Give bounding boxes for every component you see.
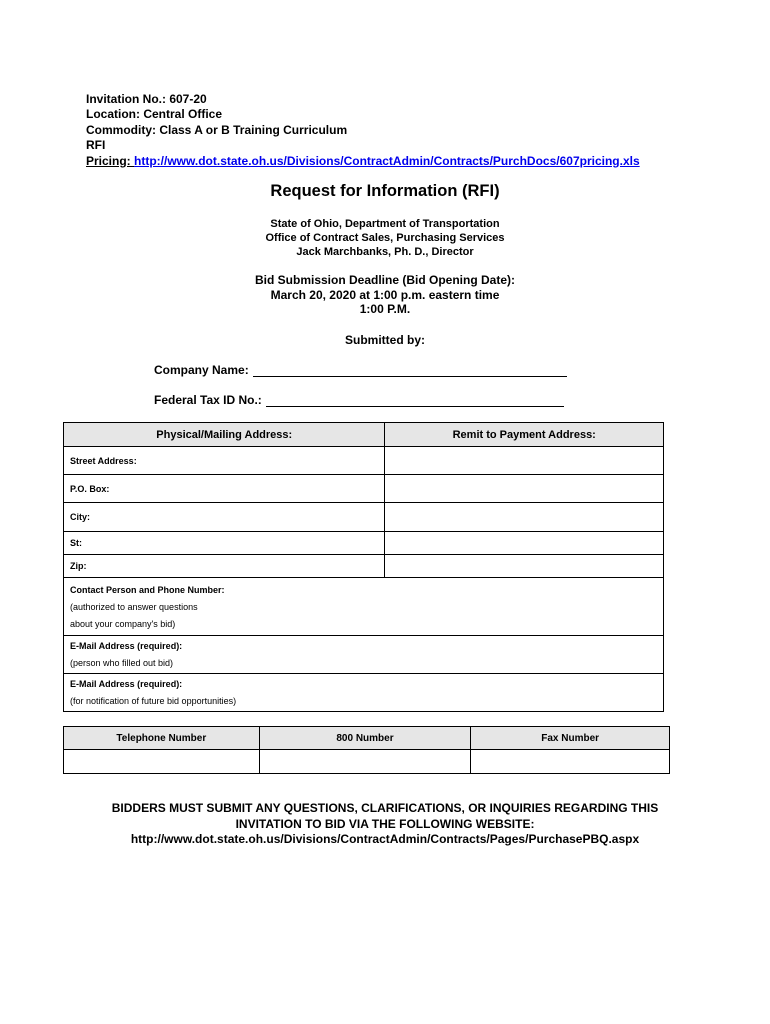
email-notification-cell[interactable]: [64, 674, 664, 712]
street-address-label: Street Address:: [64, 447, 385, 475]
telephone-number-cell[interactable]: [64, 750, 260, 774]
deadline-line-3: 1:00 P.M.: [359, 302, 411, 317]
street-address-cell[interactable]: [385, 447, 664, 475]
city-label: City:: [64, 503, 385, 532]
company-name-field: [154, 363, 567, 377]
invitation-number: Invitation No.: 607-20: [86, 92, 207, 106]
org-line-2: Office of Contract Sales, Purchasing Services: [265, 231, 505, 244]
city-cell[interactable]: [385, 503, 664, 532]
org-line-1: State of Ohio, Department of Transportation: [270, 218, 500, 230]
pricing-link[interactable]: http://www.dot.state.oh.us/Divisions/ContractAdmin/Contracts/PurchDocs/607pricing.xls: [134, 153, 640, 168]
phone-table: [63, 726, 670, 774]
address-table: [63, 422, 664, 712]
email-required-label: E-Mail Address (required):: [70, 640, 183, 651]
state-label: St:: [64, 532, 385, 555]
deadline-block: [0, 273, 770, 317]
commodity: Commodity: Class A or B Training Curriculum: [86, 122, 348, 137]
company-name-label: Company Name:: [154, 363, 249, 377]
company-name-line[interactable]: [253, 364, 567, 377]
footer-line-1: BIDDERS MUST SUBMIT ANY QUESTIONS, CLARIFICATIONS, OR INQUIRIES REGARDING THIS: [111, 801, 659, 815]
remit-address-header: Remit to Payment Address:: [385, 423, 664, 447]
fax-number-cell[interactable]: [471, 750, 670, 774]
fax-number-header: Fax Number: [471, 727, 670, 750]
po-box-label: P.O. Box:: [64, 475, 385, 503]
contact-person-label: Contact Person and Phone Number:: [70, 585, 225, 595]
submitted-by-label: Submitted by:: [345, 333, 425, 347]
org-line-3: Jack Marchbanks, Ph. D., Director: [296, 245, 474, 258]
pricing-label: Pricing:: [86, 153, 135, 168]
800-number-header: 800 Number: [259, 727, 471, 750]
pricing-line: [86, 154, 640, 169]
telephone-number-header: Telephone Number: [64, 727, 260, 750]
organization-block: [0, 218, 770, 259]
footer-line-2: INVITATION TO BID VIA THE FOLLOWING WEBSITE:: [235, 816, 535, 831]
800-number-cell[interactable]: [259, 750, 471, 774]
footer-url: http://www.dot.state.oh.us/Divisions/ContractAdmin/Contracts/Pages/PurchasePBQ.aspx: [130, 832, 640, 846]
zip-cell[interactable]: [385, 555, 664, 578]
email-notification-label: E-Mail Address (required):: [70, 678, 183, 689]
po-box-cell[interactable]: [385, 475, 664, 503]
email-required-sub: (person who filled out bid): [70, 657, 174, 668]
page-title: Request for Information (RFI): [270, 182, 500, 200]
contact-person-sub-2: about your company's bid): [70, 619, 176, 629]
footer-notice: [0, 801, 770, 848]
contact-person-sub-1: (authorized to answer questions: [70, 602, 198, 612]
federal-tax-id-field: [154, 393, 564, 407]
physical-address-header: Physical/Mailing Address:: [64, 423, 385, 447]
deadline-line-1: Bid Submission Deadline (Bid Opening Date):: [254, 273, 515, 287]
deadline-line-2: March 20, 2020 at 1:00 p.m. eastern time: [270, 287, 500, 302]
location: Location: Central Office: [86, 107, 223, 122]
email-notification-sub: (for notification of future bid opportunities): [70, 695, 237, 706]
contact-person-cell[interactable]: [64, 578, 664, 636]
document-type: RFI: [86, 138, 106, 153]
zip-label: Zip:: [64, 555, 385, 578]
email-required-cell[interactable]: [64, 636, 664, 674]
invitation-header: [86, 92, 640, 169]
federal-tax-id-label: Federal Tax ID No.:: [154, 393, 262, 407]
federal-tax-id-line[interactable]: [266, 394, 564, 407]
state-cell[interactable]: [385, 532, 664, 555]
